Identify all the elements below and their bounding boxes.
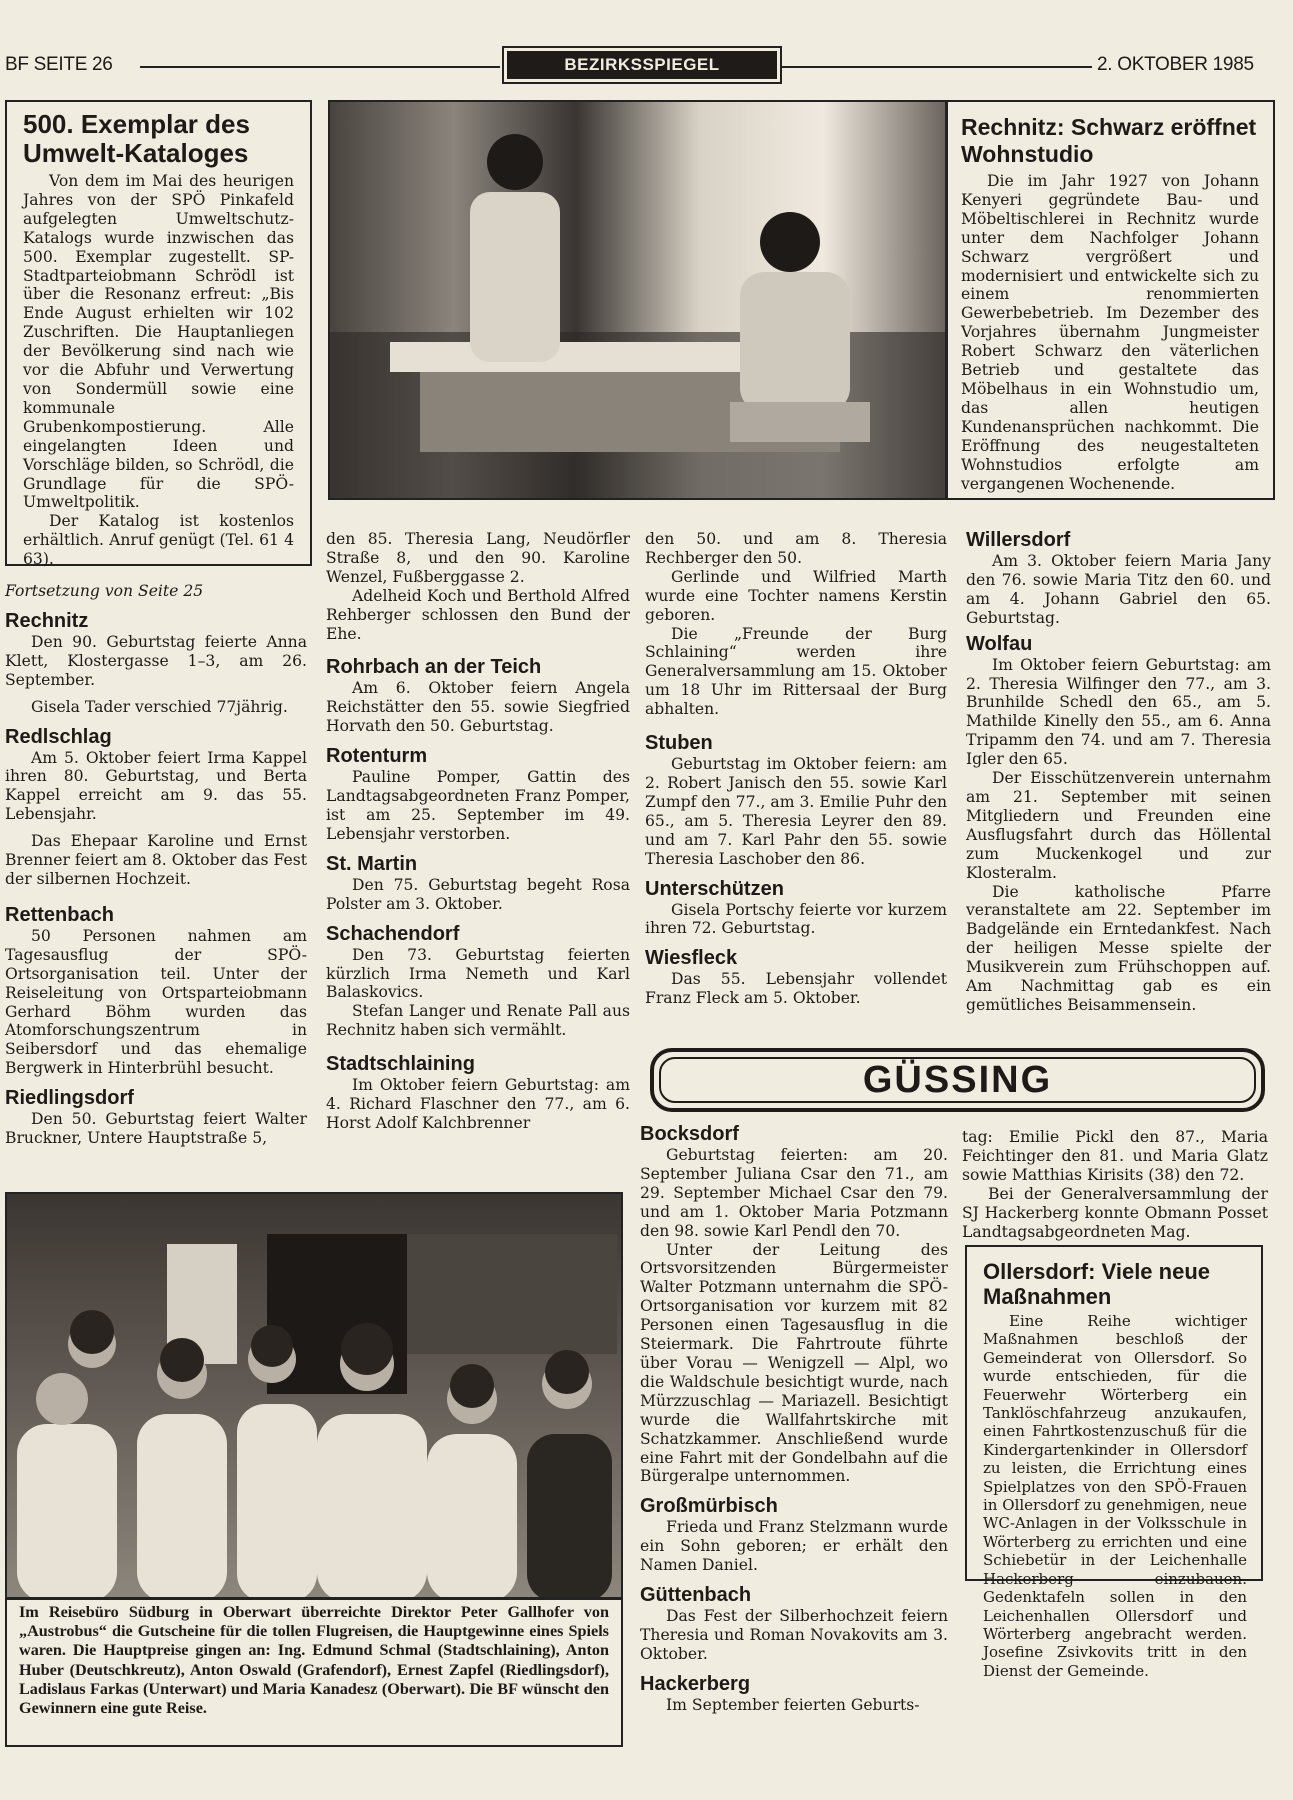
- news-item: Gisela Tader verschied 77jährig.: [31, 697, 288, 716]
- page-number: BF SEITE 26: [5, 54, 113, 75]
- section-heading: Schachendorf: [326, 922, 460, 945]
- section-heading: Hackerberg: [640, 1672, 751, 1695]
- news-item: Das Ehepaar Karoline und Ernst Brenner feiert am 8. Oktober das Fest der silbernen Hochzeit.: [5, 832, 307, 888]
- news-item: Unter der Leitung des Ortsvorsitzenden Bürgermeister Walter Potzmann unternahm die SPÖ-Ortsorganisation vor kurzem mit 82 Personen einen Tagesausflug in die Steiermark. Die Fahrtroute führte über Vorau — Wenigzell — Alpl, wo die Waldschule besichtigt wurde, nach Mürzzuschlag — Mariazell. Besichtigt wurde die Wallfahrtskirche mit Schatzkammer. Anschließend wurde eine Fahrt mit der Gondelbahn auf die Bürgeralpe unternommen.: [640, 1240, 948, 1486]
- article-paragraph: Die im Jahr 1927 von Johann Kenyeri gegründete Bau- und Möbeltischlerei in Rechnitz wurde unter dem Nachfolger Johann Schwarz vergrößert und modernisiert und entwickelte sich zu einem renommierten Gewerbebetrieb. Im Dezember des Vorjahres übernahm Jungmeister Robert Schwarz den väterlichen Betrieb und gestaltete das Möbelhaus in ein Wohnstudio um, das allen heutigen Kundenansprüchen nachkommt. Die Eröffnung des neugestalteten Wohnstudios erfolgte am vergangenen Wochenende.: [961, 172, 1259, 493]
- news-item: Geburtstag im Oktober feiern: am 2. Robert Janisch den 55. sowie Karl Zumpf den 77., am 3. Emilie Puhr den 65., am 5. Theresia Leyrer den 89. und am 7. Karl Pahr den 55. sowie Theresia Laschober den 86.: [645, 755, 947, 868]
- section-heading: Riedlingsdorf: [5, 1087, 134, 1110]
- guessing-column-a: [640, 1122, 948, 1715]
- news-item: Im Oktober feiern Geburtstag: am 2. Theresia Wilfinger den 77., am 3. Brunhilde Schedl den 65., am 5. Mathilde Kinelly den 55., am 6. Anna Tripamm den 74. und am 7. Theresia Igler den 65.: [966, 655, 1271, 769]
- news-item: Am 6. Oktober feiern Angela Reichstätter den 55. sowie Siegfried Horvath den 50. Geburtstag.: [326, 679, 630, 736]
- column-3: [645, 530, 947, 1008]
- news-item: Frieda und Franz Stelzmann wurde ein Sohn geboren; er erhält den Namen Daniel.: [640, 1518, 948, 1575]
- photo-caption: Im Reisebüro Südburg in Oberwart überreichte Direktor Peter Gallhofer von „Austrobus“ die Gutscheine für die tollen Flugreisen, die Hauptgewinne eines Spiels waren. Die Hauptpreise gingen an: Ing. Edmund Schmal (Stadtschlaining), Anton Huber (Deutschkreutz), Anton Oswald (Grafendorf), Ernest Zapfel (Riedlingsdorf), Ladislaus Farkas (Unterwart) und Maria Kanadesz (Oberwart). Die BF wünscht den Gewinnern eine gute Reise.: [5, 1597, 623, 1747]
- photo-illustration: [330, 102, 948, 500]
- section-title: BEZIRKSSPIEGEL: [507, 51, 777, 79]
- section-heading: Bocksdorf: [640, 1123, 739, 1145]
- news-item: Den 75. Geburtstag begeht Rosa Polster am 3. Oktober.: [326, 875, 630, 913]
- article-paragraph: Der Katalog ist kostenlos erhältlich. Anruf genügt (Tel. 61 4 63).: [23, 512, 294, 569]
- photo-reisebuero-winners: [5, 1192, 623, 1600]
- section-heading: Güttenbach: [640, 1584, 752, 1607]
- column-4: [966, 528, 1271, 1015]
- section-heading: Rettenbach: [5, 903, 114, 926]
- news-item: Am 5. Oktober feiert Irma Kappel ihren 80. Geburtstag, und Berta Kappel erreicht am 9. das 55. Lebensjahr.: [5, 748, 307, 824]
- article-paragraph: Eine Reihe wichtiger Maßnahmen beschloß der Gemeinderat von Ollersdorf. So wurde entschieden, für die Feuerwehr Wörterberg ein Tanklöschfahrzeug anzukaufen, einen Fahrtkostenzuschuß für die Kindergartenkinder in Ollersdorf zu leisten, die Errichtung eines Spielplatzes von den SPÖ-Frauen in Ollersdorf zu genehmigen, neue WC-Anlagen in der Volksschule in Wörterberg zu errichten und eine Schiebetür in der Leichenhalle Hackerberg einzubauen. Gedenktafeln sollen in den Leichenhallen Ollersdorf und Wörterberg angebracht werden. Josefine Zsivkovits tritt in den Dienst der Gemeinde.: [983, 1312, 1247, 1680]
- section-heading: Willersdorf: [966, 529, 1071, 551]
- section-heading: Stuben: [645, 732, 713, 755]
- news-item: Gerlinde und Wilfried Marth wurde eine Tochter namens Kerstin geboren.: [645, 567, 947, 624]
- column-2: [326, 530, 630, 1133]
- section-heading: Redlschlag: [5, 725, 112, 748]
- news-item: Den 90. Geburtstag feierte Anna Klett, Klostergasse 1–3, am 26. September.: [5, 632, 307, 689]
- section-heading: Rotenturm: [326, 745, 428, 768]
- news-item: 50 Personen nahmen am Tagesausflug der SPÖ-Ortsorganisation teil. Unter der Reiseleitung von Ortsparteiobmann Gerhard Böhm wurden das Atomforschungszentrum in Seibersdorf und das ehemalige Bergwerk in Hinterbrühl besucht.: [5, 926, 307, 1078]
- news-item: den 85. Theresia Lang, Neudörfler Straße 8, und den 90. Karoline Wenzel, Fußberggasse 2.: [326, 530, 630, 586]
- article-ollersdorf: [965, 1245, 1263, 1680]
- news-item: Stefan Langer und Renate Pall aus Rechnitz haben sich vermählt.: [326, 1002, 630, 1040]
- section-heading: Wolfau: [966, 632, 1033, 655]
- section-heading: Wiesfleck: [645, 947, 738, 970]
- guessing-column-b: [962, 1128, 1268, 1241]
- header-rule-right: [780, 66, 1092, 68]
- news-item: Das 55. Lebensjahr vollendet Franz Fleck am 5. Oktober.: [645, 970, 947, 1008]
- news-item: Geburtstag feierten: am 20. September Juliana Csar den 71., am 29. September Michael Csar den 79. und am 1. Oktober Maria Potzmann den 98. sowie Karl Pendl den 70.: [640, 1146, 948, 1240]
- section-heading: St. Martin: [326, 852, 418, 875]
- section-heading: Großmürbisch: [640, 1495, 778, 1518]
- news-item: Den 50. Geburtstag feiert Walter Bruckner, Untere Hauptstraße 5,: [5, 1110, 307, 1148]
- header-rule-left: [140, 66, 500, 68]
- section-heading: Rohrbach an der Teich: [326, 656, 542, 679]
- article-title: 500. Exemplar des Umwelt-Kataloges: [23, 109, 250, 168]
- news-item: Im September feierten Geburts-: [666, 1695, 920, 1714]
- section-heading: Stadtschlaining: [326, 1053, 475, 1076]
- section-heading: Unterschützen: [645, 877, 784, 900]
- article-paragraph: Von dem im Mai des heurigen Jahres von der SPÖ Pinkafeld aufgelegten Umweltschutz-Katalogs wurde inzwischen das 500. Exemplar zugestellt. SP-Stadtparteiobmann Schrödl ist über die Resonanz erfreut: „Bis Ende August erhielten wir 102 Zuschriften. Die Hauptanliegen der Bevölkerung sind nach wie vor die Abfuhr und Verwertung von Sondermüll sowie eine kommunale Grubenkompostierung. Alle eingelangten Ideen und Vorschläge bilden, so Schrödl, die Grundlage für die SPÖ-Umweltpolitik.: [23, 172, 294, 512]
- news-item: den 50. und am 8. Theresia Rechberger den 50.: [645, 530, 947, 567]
- news-item: tag: Emilie Pickl den 87., Maria Feichtinger den 81. und Maria Glatz sowie Matthias Kirisits (38) den 72.: [962, 1128, 1268, 1184]
- news-item: Adelheid Koch und Berthold Alfred Rehberger schlossen den Bund der Ehe.: [326, 586, 630, 643]
- photo-illustration: [7, 1194, 623, 1600]
- news-item: Der Eisschützenverein unternahm am 21. September mit seinen Mitgliedern und Freunden eine Ausflugsfahrt durch das Höllental zum Muckenkogel und zur Klosteralm.: [966, 769, 1271, 882]
- news-item: Pauline Pomper, Gattin des Landtagsabgeordneten Franz Pomper, ist am 25. September im 49. Lebensjahr verstorben.: [326, 768, 630, 843]
- article-title: Rechnitz: Schwarz eröffnet Wohnstudio: [961, 114, 1257, 167]
- news-item: Die katholische Pfarre veranstaltete am 22. September im Badgelände ein Erntedankfest. Nach der heiligen Messe spielte der Musikverein zum Frühschoppen auf. Am Nachmittag gab es ein gemütliches Beisammensein.: [966, 882, 1271, 1014]
- continuation-note: Fortsetzung von Seite 25: [5, 582, 204, 600]
- news-item: Bei der Generalversammlung der SJ Hackerberg konnte Obmann Posset Landtagsabgeordneten Mag.: [962, 1184, 1268, 1241]
- news-item: Den 73. Geburtstag feierten kürzlich Irma Nemeth und Karl Balaskovics.: [326, 945, 630, 1002]
- column-1: [5, 578, 307, 1148]
- section-masthead: [502, 46, 782, 84]
- article-rechnitz-wohnstudio: [945, 100, 1275, 500]
- news-item: Das Fest der Silberhochzeit feiern Theresia und Roman Novakovits am 3. Oktober.: [640, 1607, 948, 1663]
- section-heading: Rechnitz: [5, 609, 89, 632]
- photo-wohnstudio: [328, 100, 948, 500]
- news-item: Am 3. Oktober feiern Maria Jany den 76. sowie Maria Titz den 60. und am 4. Johann Gabriel den 65. Geburtstag.: [966, 552, 1271, 627]
- article-umwelt-katalog: [5, 100, 312, 569]
- news-item: Im Oktober feiern Geburtstag: am 4. Richard Flaschner den 77., am 6. Horst Adolf Kalchbrenner: [326, 1076, 630, 1132]
- news-item: Gisela Portschy feierte vor kurzem ihren 72. Geburtstag.: [645, 900, 947, 938]
- news-item: Die „Freunde der Burg Schlaining“ werden ihre Generalversammlung am 15. Oktober um 18 Uhr im Rittersaal der Burg abhalten.: [645, 624, 947, 719]
- issue-date: 2. OKTOBER 1985: [1097, 54, 1254, 75]
- guessing-banner: [650, 1048, 1265, 1112]
- article-title: Ollersdorf: Viele neue Maßnahmen: [983, 1259, 1211, 1309]
- region-title: GÜSSING: [659, 1057, 1256, 1103]
